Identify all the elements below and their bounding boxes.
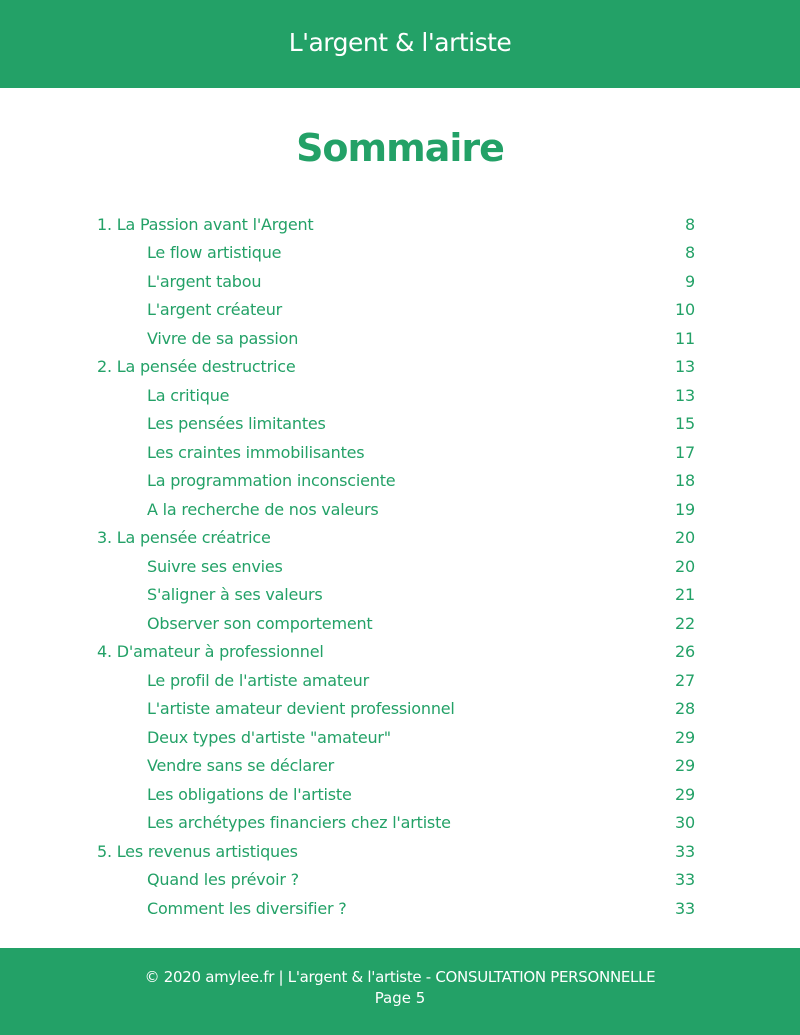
toc-subsection-row [97,381,697,410]
toc-entry-page-number: 33 [675,898,695,918]
toc-entry-label: Suivre ses envies [147,556,283,576]
footer-bar [0,948,800,1035]
toc-subsection-row [97,296,697,325]
toc-section-row [97,353,697,382]
page-title: Sommaire [296,126,504,170]
toc-entry-label: L'argent créateur [147,300,283,320]
toc-subsection-row [97,752,697,781]
toc-subsection-row [97,780,697,809]
toc-entry-label: Vivre de sa passion [147,328,299,348]
toc-entry-page-number: 26 [675,642,695,662]
toc-subsection-row [97,552,697,581]
toc-entry-label: Les obligations de l'artiste [147,784,352,804]
toc-entry-page-number: 30 [675,813,695,833]
toc-entry-label: 2. La pensée destructrice [97,357,296,377]
toc-section-row [97,837,697,866]
toc-entry-page-number: 15 [675,414,695,434]
toc-entry-label: La programmation inconsciente [147,471,396,491]
toc-subsection-row [97,438,697,467]
toc-entry-label: Les pensées limitantes [147,414,326,434]
toc-subsection-row [97,239,697,268]
toc-entry-page-number: 19 [675,499,695,519]
footer-page-number: Page 5 [374,989,426,1007]
toc-entry-page-number: 20 [675,528,695,548]
toc-entry-label: Le profil de l'artiste amateur [147,670,369,690]
toc-subsection-row [97,581,697,610]
toc-entry-label: S'aligner à ses valeurs [147,585,323,605]
toc-entry-label: Quand les prévoir ? [147,870,299,890]
toc-subsection-row [97,609,697,638]
toc-entry-page-number: 21 [675,585,695,605]
toc-subsection-row [97,324,697,353]
table-of-contents [97,210,697,923]
toc-entry-page-number: 29 [675,727,695,747]
toc-entry-label: Vendre sans se déclarer [147,756,335,776]
toc-entry-page-number: 28 [675,699,695,719]
toc-entry-page-number: 13 [675,385,695,405]
toc-subsection-row [97,666,697,695]
toc-entry-page-number: 33 [675,841,695,861]
toc-entry-label: L'artiste amateur devient professionnel [147,699,455,719]
toc-entry-page-number: 20 [675,556,695,576]
toc-entry-label: Deux types d'artiste "amateur" [147,727,391,747]
toc-subsection-row [97,267,697,296]
toc-entry-label: Les archétypes financiers chez l'artiste [147,813,451,833]
toc-entry-label: La critique [147,385,230,405]
toc-entry-page-number: 10 [675,300,695,320]
toc-entry-label: 4. D'amateur à professionnel [97,642,324,662]
toc-entry-label: Comment les diversifier ? [147,898,347,918]
toc-subsection-row [97,695,697,724]
toc-subsection-row [97,723,697,752]
toc-entry-page-number: 8 [685,243,695,263]
toc-entry-label: Observer son comportement [147,613,373,633]
toc-entry-label: Les craintes immobilisantes [147,442,365,462]
toc-entry-page-number: 11 [675,328,695,348]
toc-entry-page-number: 22 [675,613,695,633]
toc-entry-label: 1. La Passion avant l'Argent [97,214,314,234]
toc-entry-label: 3. La pensée créatrice [97,528,271,548]
toc-subsection-row [97,809,697,838]
toc-subsection-row [97,894,697,923]
toc-subsection-row [97,410,697,439]
toc-entry-page-number: 33 [675,870,695,890]
toc-entry-page-number: 29 [675,784,695,804]
toc-entry-label: L'argent tabou [147,271,262,291]
footer-copyright: © 2020 amylee.fr | L'argent & l'artiste - CONSULTATION PERSONNELLE [144,968,656,986]
toc-entry-page-number: 27 [675,670,695,690]
toc-entry-page-number: 17 [675,442,695,462]
toc-section-row [97,524,697,553]
toc-entry-page-number: 13 [675,357,695,377]
toc-section-row [97,210,697,239]
toc-entry-page-number: 29 [675,756,695,776]
toc-subsection-row [97,495,697,524]
toc-entry-label: 5. Les revenus artistiques [97,841,298,861]
toc-entry-page-number: 18 [675,471,695,491]
toc-entry-label: A la recherche de nos valeurs [147,499,379,519]
toc-entry-page-number: 8 [685,214,695,234]
toc-subsection-row [97,467,697,496]
header-bar [0,0,800,88]
toc-entry-page-number: 9 [685,271,695,291]
header-title: L'argent & l'artiste [288,27,512,57]
toc-subsection-row [97,866,697,895]
toc-entry-label: Le flow artistique [147,243,282,263]
toc-section-row [97,638,697,667]
